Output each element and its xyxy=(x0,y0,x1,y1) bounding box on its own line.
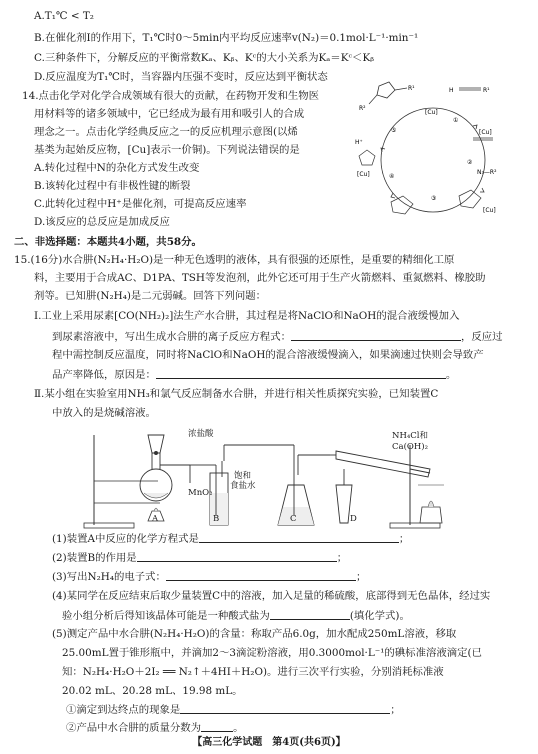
apparatus-label-c: C xyxy=(290,514,297,524)
q15-part1-line-4 xyxy=(52,368,456,382)
q15-sub4-line-2 xyxy=(62,609,410,623)
q14-option-a: A.转化过程中N的杂化方式发生改变 xyxy=(34,162,200,174)
step-4-label: ④ xyxy=(389,173,395,180)
hcl-funnel-label: 浓盐酸 xyxy=(188,429,214,439)
q14-option-d: D.该反应的总反应是加成反应 xyxy=(34,216,170,228)
q15-part1-reason-prompt: 品产率降低，原因是： xyxy=(52,369,156,381)
mass-fraction-answer-blank[interactable] xyxy=(201,721,233,732)
mno2-label: MnO₂ xyxy=(188,488,213,498)
titration-endpoint-answer-blank[interactable] xyxy=(180,703,390,714)
q15-intro-line-1: 15.(16分)水合肼(N₂H₄·H₂O)是一种无色透明的液体，具有很强的还原性，是重要的精细化工原 xyxy=(14,254,455,266)
q15-sub5-line-3: 知：N₂H₄·H₂O＋2I₂ ══ N₂↑＋4HI＋H₂O)。进行三次平行实验，分别消耗标准液 xyxy=(62,666,444,678)
q14-stem-line-1: 14.点击化学对化学合成领域有很大的贡献，在药物开发和生物医 xyxy=(22,90,320,102)
q15-sub3-semi: ； xyxy=(355,571,367,583)
q15-sub5-ii-text: ②产品中水合肼的质量分数为 xyxy=(66,722,202,734)
q13-option-a: A.T₁℃ < T₂ xyxy=(34,10,94,22)
nh4cl-label-line-1: NH₄Cl和 xyxy=(392,431,428,441)
page-footer: 【高三化学试题 第4页(共6页)】 xyxy=(192,737,346,748)
q15-sub4-text: 验小组分析后得知该晶体可能是一种酸式盐为 xyxy=(62,610,270,622)
nacl-label-line-1: 饱和 xyxy=(234,471,252,481)
cu-label-right: [Cu] xyxy=(479,129,492,136)
r2-label-top: R² xyxy=(359,105,366,112)
r1-label-top: R¹ xyxy=(408,85,415,92)
click-chemistry-cycle-diagram xyxy=(355,82,515,230)
q15-sub5-line-2: 25.00mL置于锥形瓶中，并滴加2～3滴淀粉溶液，用0.3000mol·L⁻¹的碘标准溶液滴定(已 xyxy=(62,647,482,659)
cu-label-left: [Cu] xyxy=(357,171,370,178)
apparatus-label-a: A xyxy=(152,514,159,524)
q15-sub3 xyxy=(52,570,366,584)
q15-part1-equation-prompt: 到尿素溶液中，写出生成水合肼的离子反应方程式： xyxy=(52,331,291,343)
q14-stem-line-4: 基类为起始反应物，[Cu]表示一价铜)。下列说法错误的是 xyxy=(34,144,300,156)
step-5-label: ⑤ xyxy=(391,127,397,134)
q15-part2-line-1: Ⅱ.某小组在实验室用NH₃和氯气反应制备水合肼，并进行相关性质探究实验，已知装置C xyxy=(34,388,439,400)
h-label-alkyne: H xyxy=(449,87,454,94)
q15-sub2 xyxy=(52,551,347,565)
q15-sub5-ii-period: 。 xyxy=(233,722,244,734)
q15-sub2-text: (2)装置B的作用是 xyxy=(52,552,137,564)
device-b-purpose-answer-blank[interactable] xyxy=(137,551,337,562)
q15-part2-line-2: 中放入的是烧碱溶液。 xyxy=(52,407,156,419)
step-2-label: ② xyxy=(467,159,473,166)
q15-part1-after-blank: ，反应过 xyxy=(460,331,503,343)
q15-part1-line-3: 程中需控制反应温度，同时将NaClO和NaOH的混合溶液缓慢滴入，如果滴速过快则会导致产 xyxy=(52,349,484,361)
q15-sub4-hint: (填化学式)。 xyxy=(349,610,410,622)
q15-intro-line-3: 剂等。已知肼(N₂H₄)是二元弱碱。回答下列问题： xyxy=(34,290,267,302)
nacl-label-line-2: 食盐水 xyxy=(230,481,256,491)
step-1-label: ① xyxy=(453,117,459,124)
equation-a-answer-blank[interactable] xyxy=(199,532,399,543)
q15-part1-period: 。 xyxy=(445,369,457,381)
nh4cl-label-line-2: Ca(OH)₂ xyxy=(392,442,428,452)
apparatus-label-d: D xyxy=(350,514,357,524)
q14-stem-line-3: 理念之一。点击化学经典反应之一的反应机理示意图(以烯 xyxy=(34,126,298,138)
ionic-equation-answer-blank[interactable] xyxy=(291,330,461,341)
section-2-heading: 二、非选择题：本题共4小题，共58分。 xyxy=(14,236,202,248)
q13-option-b: B.在催化剂Ⅰ的作用下，T₁℃时0～5min内平均反应速率v(N₂)＝0.1mol·L⁻¹·min⁻¹ xyxy=(34,32,419,44)
q15-intro-line-2: 料，主要用于合成AC、D1PA、TSH等发泡剂，此外它还可用于生产火箭燃料、重氮燃料、橡胶助 xyxy=(34,272,486,284)
q15-sub5-line-1: (5)测定产品中水合肼(N₂H₄·H₂O)的含量：称取产品6.0g，加水配成250mL溶液，移取 xyxy=(52,628,457,640)
r1-label-alkyne: R¹ xyxy=(483,87,490,94)
h-plus-label: H⁺ xyxy=(355,139,363,146)
q15-sub5-line-4: 20.02 mL、20.28 mL、19.98 mL。 xyxy=(62,685,243,697)
acid-salt-answer-blank[interactable] xyxy=(270,609,350,620)
yield-reason-answer-blank[interactable] xyxy=(156,368,446,379)
cu-label-center: [Cu] xyxy=(425,109,438,116)
q15-sub5-i xyxy=(66,703,401,717)
q15-sub2-semi: ； xyxy=(336,552,348,564)
q15-sub5-i-semi: ； xyxy=(390,704,401,716)
q13-option-c: C.三种条件下，分解反应的平衡常数Kₐ、Kᵦ、Kᶜ的大小关系为Kₐ＝Kᶜ＜Kᵦ xyxy=(34,52,374,64)
q15-sub1-semi: ； xyxy=(398,533,410,545)
step-3-label: ③ xyxy=(431,195,437,202)
q14-stem-line-2: 用材料等的诸多领域中，它已经成为最有用和吸引人的合成 xyxy=(34,108,305,120)
electron-formula-answer-blank[interactable] xyxy=(166,570,356,581)
q15-part1-line-1: Ⅰ.工业上采用尿素[CO(NH₂)₂]法生产水合肼，其过程是将NaClO和NaOH的混合液缓慢加入 xyxy=(34,310,460,322)
q15-sub5-i-text: ①滴定到达终点的现象是 xyxy=(66,704,181,716)
cu-label-bottom: [Cu] xyxy=(483,207,496,214)
q15-sub4-line-1: (4)某同学在反应结束后取少量装置C中的溶液，加入足量的稀硫酸，底部得到无色晶体，经过实 xyxy=(52,590,491,602)
q15-sub1-text: (1)装置A中反应的化学方程式是 xyxy=(52,533,199,545)
azide-label: N₃—R² xyxy=(477,169,497,176)
q15-sub1 xyxy=(52,532,409,546)
q15-sub3-text: (3)写出N₂H₄的电子式： xyxy=(52,571,166,583)
q15-part1-line-2 xyxy=(52,330,503,344)
q13-option-d: D.反应温度为T₁℃时，当容器内压强不变时，反应达到平衡状态 xyxy=(34,71,328,83)
q14-option-c: C.此转化过程中H⁺是催化剂，可提高反应速率 xyxy=(34,198,247,210)
q14-option-b: B.该转化过程中有非极性键的断裂 xyxy=(34,180,191,192)
apparatus-label-b: B xyxy=(213,514,220,524)
